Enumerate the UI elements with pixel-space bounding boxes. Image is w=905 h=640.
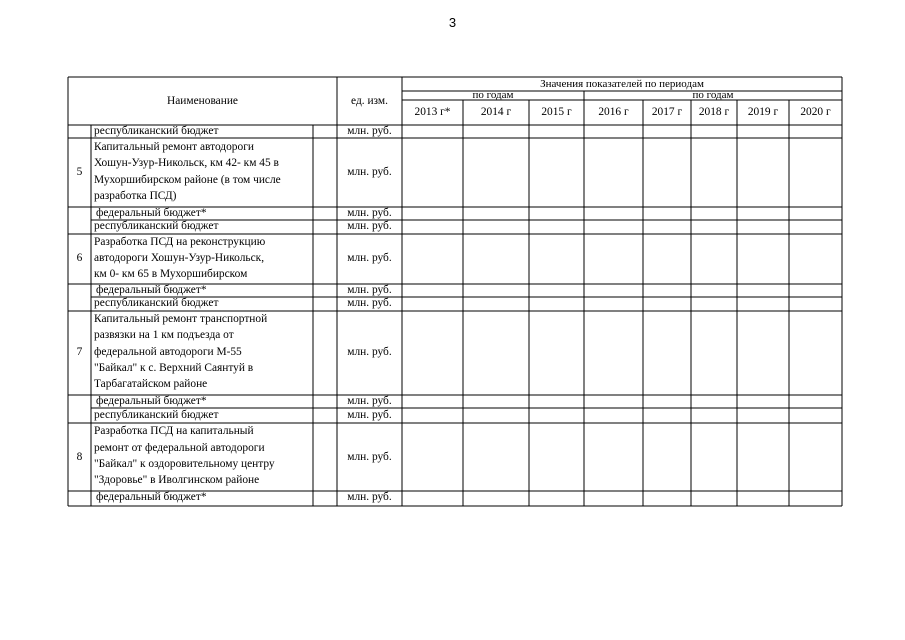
project-title-line: "Байкал" к с. Верхний Саянтуй в [94,362,254,374]
project-number: 5 [76,166,83,178]
row-unit: млн. руб. [347,491,392,503]
year-2017: 2017 г [651,106,683,118]
project-title-line: "Байкал" к оздоровительному центру [94,458,275,470]
row-label: республиканский бюджет [94,125,219,137]
year-2020: 2020 г [800,106,831,118]
row-label: федеральный бюджет* [96,395,207,407]
project-title-line: Мухоршибирском районе (в том числе [94,174,281,186]
project-title-line: км 0- км 65 в Мухоршибирском [94,268,248,280]
row-unit: млн. руб. [347,346,392,358]
header-group-1: по годам [472,91,514,100]
project-title-line: автодороги Хошун-Узур-Никольск, [94,252,265,264]
year-2016: 2016 г [598,106,629,118]
year-2018: 2018 г [698,106,730,118]
row-label: федеральный бюджет* [96,207,207,219]
project-title-line: Капитальный ремонт автодороги [94,141,254,153]
row-unit: млн. руб. [347,451,392,463]
row-unit: млн. руб. [347,220,392,232]
project-title-line: разработка ПСД) [94,190,177,202]
row-unit: млн. руб. [347,207,392,219]
row-unit: млн. руб. [347,409,392,421]
row-label: федеральный бюджет* [96,491,207,503]
row-unit: млн. руб. [347,125,392,137]
year-2015: 2015 г [541,106,572,118]
page-number: 3 [448,15,457,30]
year-2013: 2013 г* [414,106,451,118]
row-label: федеральный бюджет* [96,284,207,296]
project-title-line: ремонт от федеральной автодороги [94,442,265,454]
row-label: республиканский бюджет [94,297,219,309]
project-title-line: Разработка ПСД на реконструкцию [94,236,266,248]
row-unit: млн. руб. [347,284,392,296]
project-title-line: Капитальный ремонт транспортной [94,313,268,325]
row-unit: млн. руб. [347,252,392,264]
year-2014: 2014 г [480,106,512,118]
header-name: Наименование [167,95,238,107]
project-title-line: Тарбагатайском районе [94,378,208,390]
project-title-line: развязки на 1 км подъезда от [94,329,234,341]
row-label: республиканский бюджет [94,409,219,421]
header-values-title: Значения показателей по периодам [540,78,704,90]
row-unit: млн. руб. [347,395,392,407]
project-title-line: Хошун-Узур-Никольск, км 42- км 45 в [94,157,279,169]
row-unit: млн. руб. [347,297,392,309]
header-group-2: по годам [692,91,734,100]
row-label: республиканский бюджет [94,220,219,232]
project-number: 6 [76,252,83,264]
project-number: 7 [76,346,83,358]
project-number: 8 [76,451,83,463]
year-2019: 2019 г [747,106,779,118]
header-unit: ед. изм. [351,95,388,107]
project-title-line: федеральной автодороги М-55 [94,346,242,358]
project-title-line: Разработка ПСД на капитальный [94,425,254,437]
row-unit: млн. руб. [347,166,392,178]
project-title-line: "Здоровье" в Иволгинском районе [94,474,260,486]
